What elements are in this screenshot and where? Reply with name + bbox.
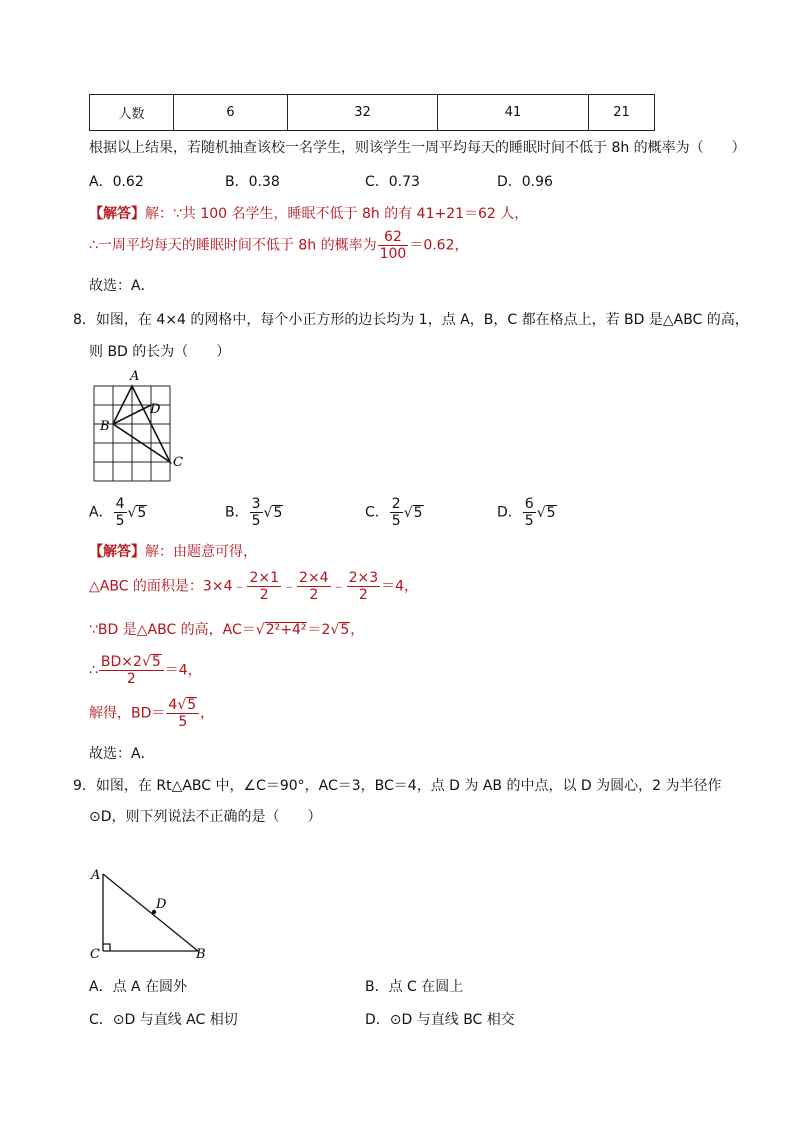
q8-option-a: A． $\frac{4}{5}$ √5 xyxy=(89,496,147,529)
label-d: D xyxy=(156,897,167,912)
table-cell: 6 xyxy=(174,95,288,131)
q9-stem-line2: ⊙D，则下列说法不正确的是（ ） xyxy=(89,809,322,825)
q7-option-c: C．0.73 xyxy=(365,174,420,190)
q8-option-d: D． $\frac{6}{5}$ √5 xyxy=(497,496,556,529)
q8-option-b: B． $\frac{3}{5}$ √5 xyxy=(225,496,283,529)
q8-area-line: △ABC 的面积是：3×4﹣ $\frac{2\times 1}{2}$ ﹣ $\frac{2\times 4}{2}$ ﹣ $\frac{2\times 3}{2}$ ＝4， xyxy=(89,570,419,603)
q7-answer-line2: ∴一周平均每天的睡眠时间不低于 8h 的概率为 $\frac{62}{100}$ ＝0.62， xyxy=(89,229,469,262)
q8-stem-line2: 则 BD 的长为（ ） xyxy=(89,344,231,360)
fraction: $\frac{62}{100}$ xyxy=(379,229,407,262)
label-c: C xyxy=(90,947,100,962)
q7-option-b: B．0.38 xyxy=(225,174,280,190)
q9-triangle-figure xyxy=(86,862,216,962)
q8-answer-line1: 【解答】解：由题意可得， xyxy=(89,544,257,560)
q8-option-c: C． $\frac{2}{5}$ √5 xyxy=(365,496,423,529)
data-table xyxy=(89,94,655,131)
table-cell: 21 xyxy=(589,95,655,131)
q7-option-d: D．0.96 xyxy=(497,174,553,190)
table-header-cell: 人数 xyxy=(90,95,174,131)
table-cell: 32 xyxy=(288,95,438,131)
q9-option-b: B．点 C 在圆上 xyxy=(365,979,464,995)
q9-option-c: C．⊙D 与直线 AC 相切 xyxy=(89,1012,238,1028)
label-d: D xyxy=(150,402,161,417)
answer-tag: 【解答】 xyxy=(89,206,145,222)
q8-bd-line: ∴ $\frac{BD\times 2√5}{2}$ ＝4， xyxy=(89,654,202,687)
label-a: A xyxy=(91,868,101,883)
q7-choose: 故选：A． xyxy=(89,278,155,294)
q7-stem: 根据以上结果，若随机抽查该校一名学生，则该学生一周平均每天的睡眠时间不低于 8h 的概率为（ ） xyxy=(89,140,746,156)
label-b: B xyxy=(100,419,110,434)
q8-choose: 故选：A． xyxy=(89,746,155,762)
table-row xyxy=(90,95,655,131)
label-c: C xyxy=(173,455,183,470)
q9-option-a: A．点 A 在圆外 xyxy=(89,979,188,995)
q8-grid-figure xyxy=(86,366,192,488)
label-b: B xyxy=(196,947,206,962)
q7-answer-line1: 【解答】解：∵共 100 名学生，睡眠不低于 8h 的有 41+21＝62 人， xyxy=(89,206,529,222)
q8-stem-line1: 8．如图，在 4×4 的网格中，每个小正方形的边长均为 1，点 A，B，C 都在格点上，若 BD 是△ABC 的高， xyxy=(73,312,749,328)
label-a: A xyxy=(130,369,140,384)
q9-option-d: D．⊙D 与直线 BC 相交 xyxy=(365,1012,515,1028)
q9-stem-line1: 9．如图，在 Rt△ABC 中，∠C＝90°，AC＝3，BC＝4，点 D 为 AB 的中点，以 D 为圆心，2 为半径作 xyxy=(73,778,722,794)
answer-tag: 【解答】 xyxy=(89,544,145,560)
q8-ac-line: ∵BD 是△ABC 的高，AC＝√2²+4²＝2√5， xyxy=(89,622,365,638)
q7-option-a: A．0.62 xyxy=(89,174,144,190)
table-cell: 41 xyxy=(438,95,589,131)
q8-solve-line: 解得，BD＝ $\frac{4√5}{5}$ ， xyxy=(89,697,215,730)
